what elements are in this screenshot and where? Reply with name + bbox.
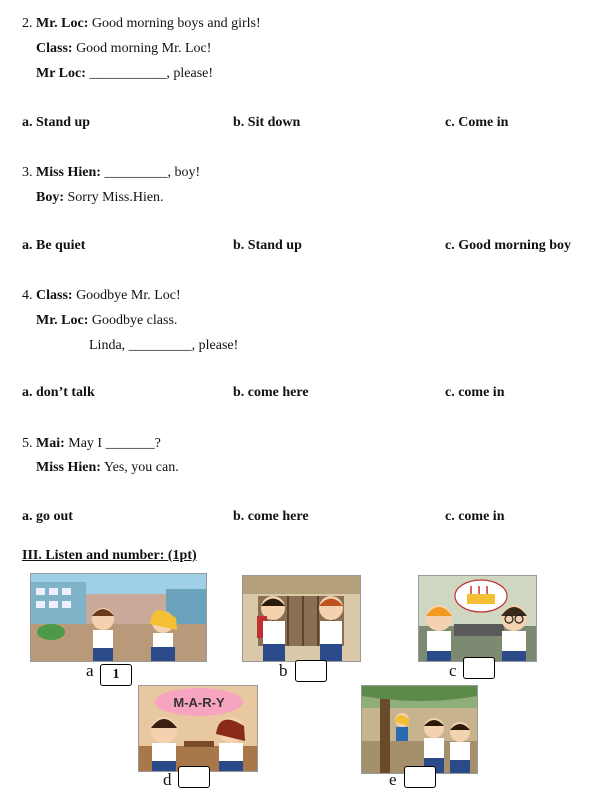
q5-line-2 [36,459,179,477]
picture-e-answer-box[interactable] [404,766,436,788]
picture-a-label: a [86,661,94,680]
q4-line-1 [22,287,181,305]
q4-text-2: Goodbye class. [91,313,178,328]
picture-b-label: b [279,661,288,680]
q5-option-a: a. go out [22,509,73,524]
q4-text-3: Linda, _________, please! [89,338,239,353]
q5-number: 5. [22,436,33,451]
q5-text-2: Yes, you can. [103,460,179,475]
q2-line-1 [22,15,261,33]
q3-speaker-2: Boy: [36,190,64,205]
q2-speaker-3: Mr Loc: [36,66,86,81]
q2-line-2 [36,40,211,58]
q4-line-3 [89,337,238,355]
q3-option-b: b. Stand up [233,238,302,253]
q5-option-c: c. come in [445,509,505,524]
q5-text-1: May I _______? [68,436,161,451]
q2-text-3: ___________, please! [89,66,214,81]
q2-option-b: b. Sit down [233,115,301,130]
picture-c-label: c [449,661,457,680]
picture-c [418,575,537,662]
q5-speaker-1: Mai: [36,436,65,451]
q2-option-a: a. Stand up [22,115,91,130]
q4-option-b: b. come here [233,385,309,400]
q3-text-1: _________, boy! [104,165,201,180]
q3-speaker-1: Miss Hien: [36,165,101,180]
picture-a [30,573,207,662]
picture-b [242,575,361,662]
q3-line-2 [36,189,164,207]
picture-d-speech-text: M-A-R-Y [173,695,225,710]
q3-line-1 [22,164,200,182]
q2-text-1: Good morning boys and girls! [91,16,261,31]
q5-line-1 [22,435,161,453]
q2-text-2: Good morning Mr. Loc! [76,41,212,56]
q3-text-2: Sorry Miss.Hien. [67,190,164,205]
q4-option-c: c. come in [445,385,505,400]
q4-line-2 [36,312,177,330]
section-title: III. Listen and number: (1pt) [22,548,197,563]
q2-number: 2. [22,16,33,31]
q3-option-a: a. Be quiet [22,238,86,253]
q4-speaker-1: Class: [36,288,73,303]
q4-option-a: a. don’t talk [22,385,95,400]
picture-b-answer-box[interactable] [295,660,327,682]
picture-d [138,685,258,772]
q2-speaker-2: Class: [36,41,73,56]
q3-number: 3. [22,165,33,180]
q5-speaker-2: Miss Hien: [36,460,101,475]
q2-line-3 [36,65,213,83]
picture-d-label: d [163,770,172,789]
q2-option-c: c. Come in [445,115,509,130]
q2-speaker-1: Mr. Loc: [36,16,89,31]
q3-option-c: c. Good morning boy [445,238,572,253]
picture-c-answer-box[interactable] [463,657,495,679]
picture-e-label: e [389,770,397,789]
q4-number: 4. [22,288,33,303]
picture-d-answer-box[interactable] [178,766,210,788]
picture-a-answer-box[interactable]: 1 [100,664,132,686]
q4-text-1: Goodbye Mr. Loc! [76,288,181,303]
picture-e [361,685,478,774]
q5-option-b: b. come here [233,509,309,524]
q4-speaker-2: Mr. Loc: [36,313,89,328]
